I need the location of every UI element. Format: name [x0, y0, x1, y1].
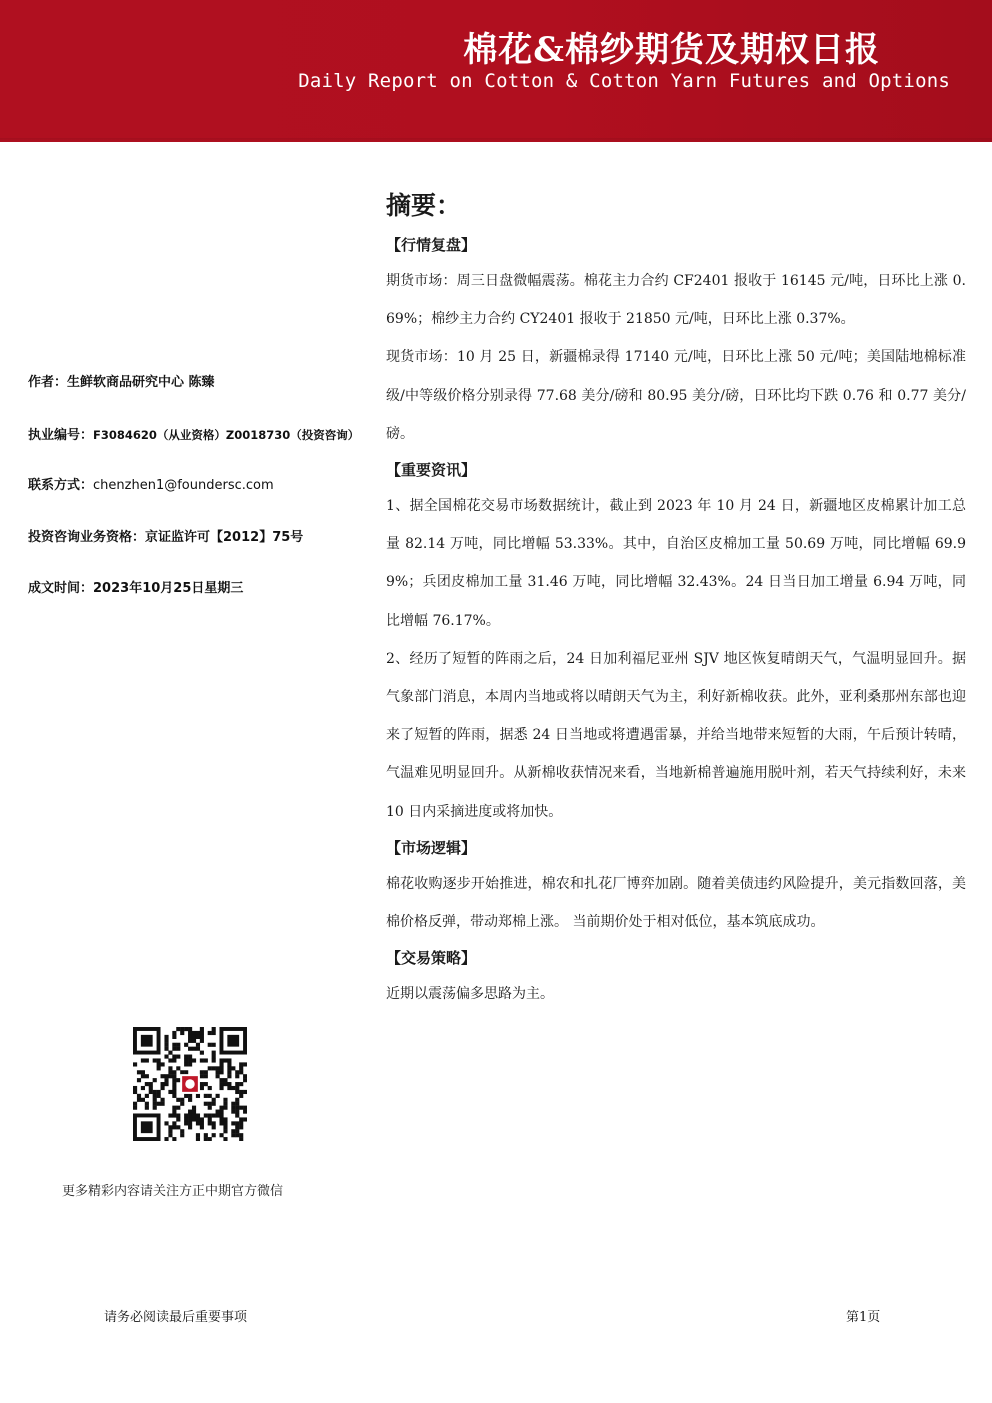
header-divider: [0, 138, 992, 142]
report-title-cn: 棉花&棉纱期货及期权日报: [463, 30, 880, 70]
contact-label: 联系方式：: [28, 478, 94, 493]
date-row: [28, 580, 368, 598]
contact-email-link[interactable]: chenzhen1@foundersc.com: [93, 478, 274, 493]
qualification-value: 京证监许可【2012】75号: [145, 529, 304, 545]
author-label: 作者：: [28, 375, 68, 390]
page-number: 第1页: [846, 1310, 881, 1325]
license-row: [28, 426, 368, 444]
paragraph-futures-market: 期货市场：周三日盘微幅震荡。棉花主力合约 CF2401 报收于 16145 元/吨，日环比上涨 0.69%；棉纱主力合约 CY2401 报收于 21850 元/吨，日环比上涨 0.37%。: [386, 273, 966, 328]
report-title-en: Daily Report on Cotton & Cotton Yarn Futures and Options: [298, 70, 950, 92]
section-title-market-review: 【行情复盘】: [386, 236, 477, 254]
paragraph-news-2: 2、经历了短暂的阵雨之后，24 日加利福尼亚州 SJV 地区恢复晴朗天气，气温明显回升。据气象部门消息，本周内当地或将以晴朗天气为主，利好新棉收获。此外，亚利桑那州东部也迎来了短暂的阵雨，据悉 24 日当地或将遭遇雷暴，并给当地带来短暂的大雨，午后预计转晴，气温难见明显回升。从新棉收获情况来看，当地新棉普遍施用脱叶剂，若天气持续利好，未来 10 日内采摘进度或将加快。: [386, 650, 966, 820]
wechat-qr-code: [133, 1027, 247, 1141]
summary-heading: 摘要：: [386, 191, 462, 220]
license-value: F3084620（从业资格）Z0018730（投资咨询）: [93, 427, 360, 442]
date-value: 2023年10月25日星期三: [93, 581, 244, 596]
date-label: 成文时间：: [28, 581, 94, 596]
summary-content: [386, 188, 966, 1013]
qr-code-image: [133, 1027, 247, 1141]
paragraph-trading-strategy: 近期以震荡偏多思路为主。: [386, 986, 554, 1003]
contact-row: [28, 477, 368, 495]
author-row: [28, 374, 368, 392]
footer-disclaimer-note: 请务必阅读最后重要事项: [104, 1310, 248, 1325]
qr-caption: 更多精彩内容请关注方正中期官方微信: [62, 1184, 284, 1199]
author-info-panel: [28, 374, 368, 632]
qualification-row: [28, 529, 368, 547]
report-header-banner: [0, 0, 992, 142]
section-title-trading-strategy: 【交易策略】: [386, 949, 477, 968]
paragraph-news-1: 1、据全国棉花交易市场数据统计，截止到 2023 年 10 月 24 日，新疆地区皮棉累计加工总量 82.14 万吨，同比增幅 53.33%。其中，自治区皮棉加工量 50.69 万吨，同比增幅 69.99%；兵团皮棉加工量 31.46 万吨，同比增幅 32.43%。24 日当日加工增量 6.94 万吨，同比增幅 76.17%。: [386, 498, 966, 629]
license-label: 执业编号：: [28, 427, 94, 443]
section-title-market-logic: 【市场逻辑】: [386, 838, 477, 857]
paragraph-market-logic: 棉花收购逐步开始推进，棉农和扎花厂博弈加剧。随着美债违约风险提升，美元指数回落，美棉价格反弹，带动郑棉上涨。 当前期价处于相对低位，基本筑底成功。: [386, 875, 966, 931]
author-value: 生鲜软商品研究中心 陈臻: [67, 375, 215, 390]
section-title-key-news: 【重要资讯】: [386, 461, 477, 480]
paragraph-spot-market: 现货市场：10 月 25 日，新疆棉录得 17140 元/吨，日环比上涨 50 元/吨；美国陆地棉标准级/中等级价格分别录得 77.68 美分/磅和 80.95 美分/磅，日环比均下跌 0.76 和 0.77 美分/磅。: [386, 349, 966, 442]
qualification-label: 投资咨询业务资格：: [28, 529, 146, 545]
